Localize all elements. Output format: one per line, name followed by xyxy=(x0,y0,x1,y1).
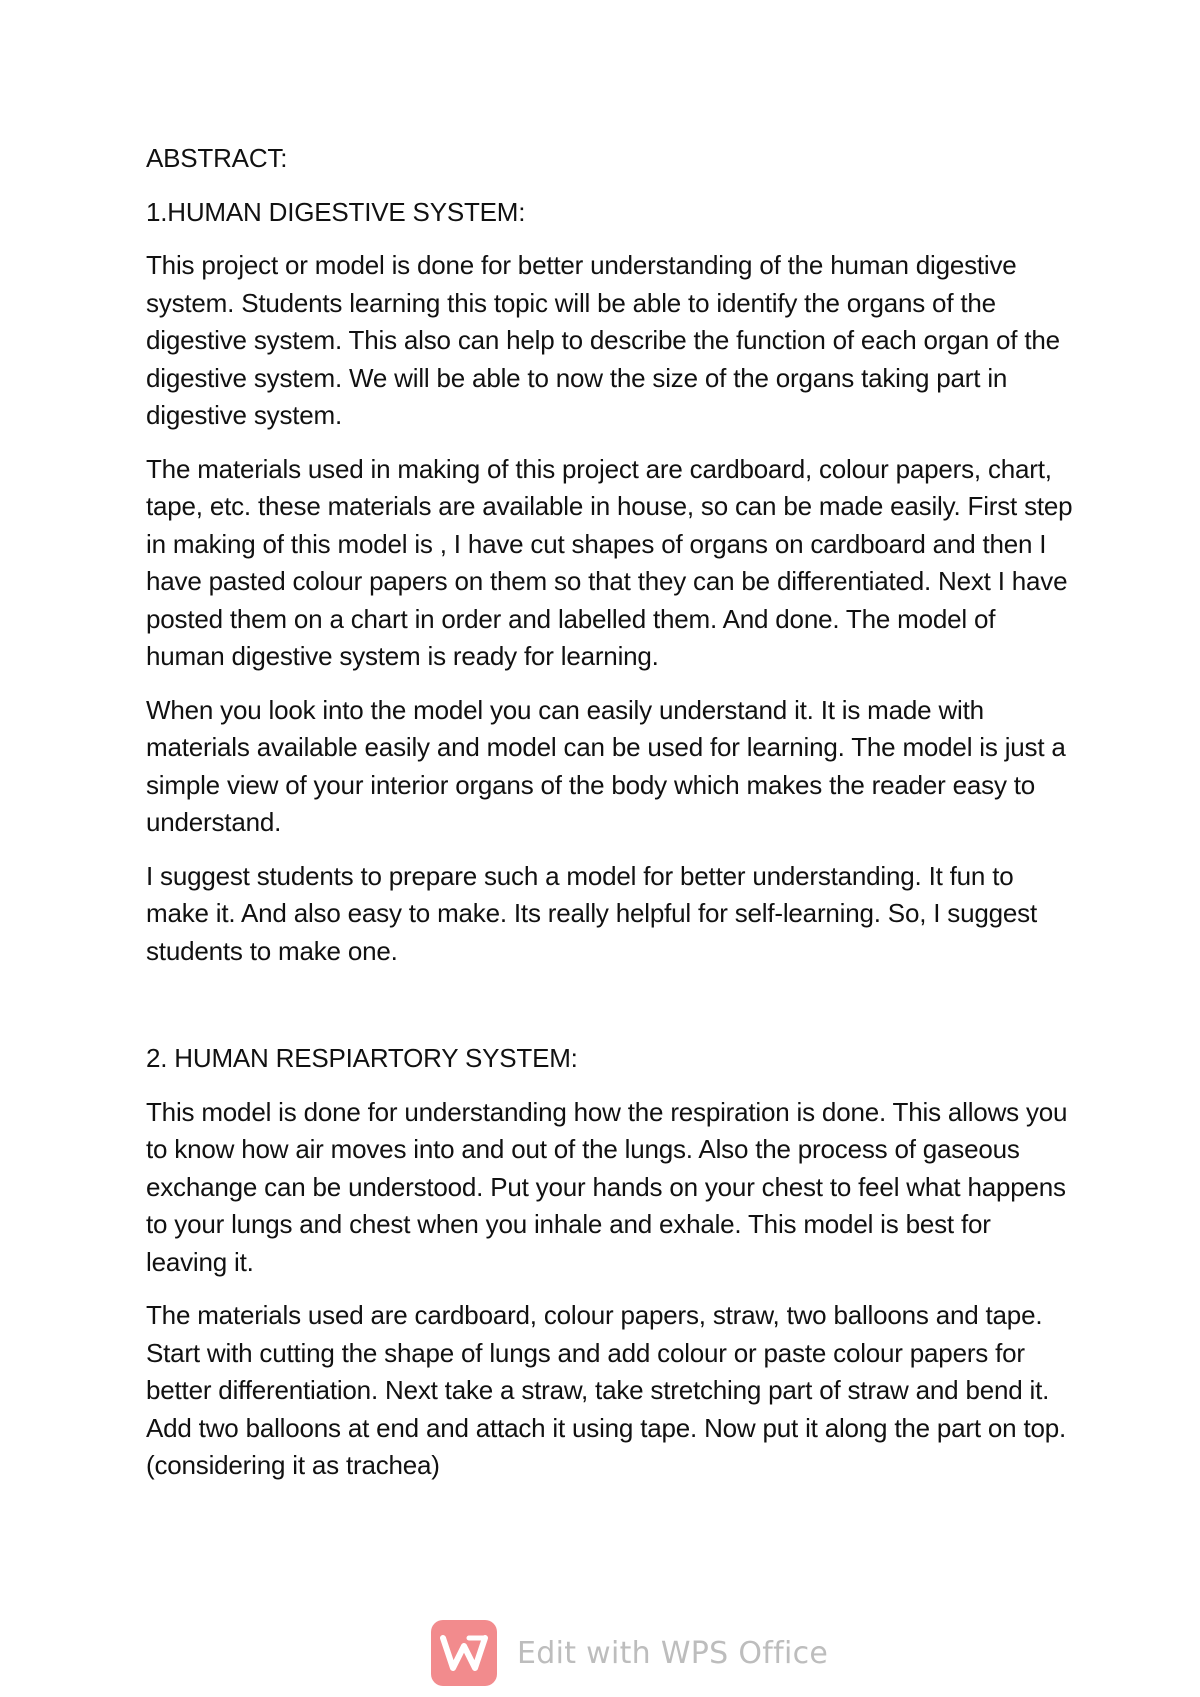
wps-watermark[interactable] xyxy=(431,1618,828,1688)
paragraph: I suggest students to prepare such a model for better understanding. It fun to make it. And also easy to make. Its really helpful for self-learning. So, I suggest students to make one. xyxy=(146,860,1037,966)
paragraph: The materials used in making of this project are cardboard, colour papers, chart, tape, etc. these materials are available in house, so can be made easily. First step in making of this model is , I have cut shapes of organs on cardboard and then I have pasted colour papers on them so that they can be differentiated. Next I have posted them on a chart in order and labelled them. And done. The model of human digestive system is ready for learning. xyxy=(146,453,1073,671)
paragraph: When you look into the model you can easily understand it. It is made with materials available easily and model can be used for learning. The model is just a simple view of your interior organs of the body which makes the reader easy to understand. xyxy=(146,694,1066,837)
wps-logo-icon xyxy=(431,1620,497,1686)
wps-watermark-label: Edit with WPS Office xyxy=(517,1635,829,1671)
paragraph: The materials used are cardboard, colour papers, straw, two balloons and tape. Start with cutting the shape of lungs and add colour or paste colour papers for better differentiation. Next take a straw, take stretching part of straw and bend it. Add two balloons at end and attach it using tape. Now put it along the part on top. (considering it as trachea) xyxy=(146,1300,1067,1480)
paragraph: This project or model is done for better understanding of the human digestive system. Students learning this topic will be able to identify the organs of the digestive system. This also can help to describe the function of each organ of the digestive system. We will be able to now the size of the organs taking part in digestive system. xyxy=(146,250,1060,430)
abstract-heading: ABSTRACT: xyxy=(146,143,288,173)
paragraph: This model is done for understanding how the respiration is done. This allows you to know how air moves into and out of the lungs. Also the process of gaseous exchange can be understood. Put your hands on your chest to feel what happens to your lungs and chest when you inhale and exhale. This model is best for leaving it. xyxy=(146,1096,1068,1277)
document-body xyxy=(146,140,1076,1501)
section-heading-digestive: 1.HUMAN DIGESTIVE SYSTEM: xyxy=(146,196,526,227)
section-heading-respiratory: 2. HUMAN RESPIARTORY SYSTEM: xyxy=(146,1043,578,1073)
